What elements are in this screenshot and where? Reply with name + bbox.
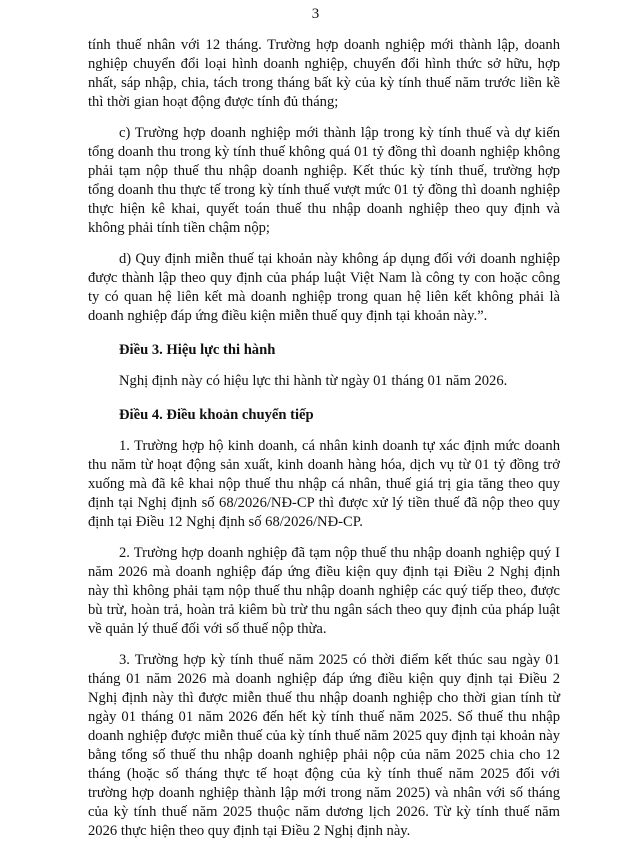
paragraph-clause-c: c) Trường hợp doanh nghiệp mới thành lập trong kỳ tính thuế và dự kiến tổng doanh thu trong kỳ tính thuế không quá 01 tỷ đồng thì doanh nghiệp không phải tạm nộp thuế thu nhập doanh nghiệp. Kết thúc kỳ tính thuế, trường hợp tổng doanh thu thực tế trong kỳ tính thuế vượt mức 01 tỷ đồng thì doanh nghiệp thực hiện kê khai, quyết toán thuế thu nhập doanh nghiệp theo quy định và không phải tính tiền chậm nộp; bbox=[88, 125, 560, 236]
page-number: 3 bbox=[311, 6, 320, 22]
article-3-body: Nghị định này có hiệu lực thi hành từ ngày 01 tháng 01 năm 2026. bbox=[119, 373, 508, 389]
article-4-clause-1: 1. Trường hợp hộ kinh doanh, cá nhân kinh doanh tự xác định mức doanh thu năm từ hoạt động sản xuất, kinh doanh hàng hóa, dịch vụ từ 01 tỷ đồng trở xuống mà đã kê khai nộp thuế thu nhập cá nhân, thuế giá trị gia tăng theo quy định tại Nghị định số 68/2026/NĐ-CP thì được xử lý tiền thuế đã nộp theo quy định tại Điều 12 Nghị định số 68/2026/NĐ-CP. bbox=[88, 438, 560, 530]
article-3-heading: Điều 3. Hiệu lực thi hành bbox=[119, 342, 276, 358]
paragraph-clause-d: d) Quy định miễn thuế tại khoản này không áp dụng đối với doanh nghiệp được thành lập theo quy định của pháp luật Việt Nam là công ty con hoặc công ty có quan hệ liên kết mà doanh nghiệp trong quan hệ liên kết không phải là doanh nghiệp đáp ứng điều kiện miễn thuế quy định tại khoản này.”. bbox=[88, 251, 560, 324]
article-4-clause-2: 2. Trường hợp doanh nghiệp đã tạm nộp thuế thu nhập doanh nghiệp quý I năm 2026 mà doanh nghiệp đáp ứng điều kiện quy định tại Điều 2 Nghị định này thì không phải tạm nộp thuế thu nhập doanh nghiệp các quý tiếp theo, được bù trừ, hoàn trả, hoàn trả kiêm bù trừ thu ngân sách theo quy định của pháp luật về quản lý thuế đối với số thuế nộp thừa. bbox=[88, 545, 560, 637]
paragraph-continuation: tính thuế nhân với 12 tháng. Trường hợp doanh nghiệp mới thành lập, doanh nghiệp chuyển đổi loại hình doanh nghiệp, chuyển đổi hình thức sở hữu, hợp nhất, sáp nhập, chia, tách trong tháng bất kỳ của kỳ tính thuế năm trước liền kề thì thời gian hoạt động được tính đủ tháng; bbox=[88, 37, 560, 110]
article-4-heading: Điều 4. Điều khoản chuyển tiếp bbox=[119, 407, 314, 423]
article-4-clause-3: 3. Trường hợp kỳ tính thuế năm 2025 có thời điểm kết thúc sau ngày 01 tháng 01 năm 2026 mà doanh nghiệp đáp ứng điều kiện quy định tại Điều 2 Nghị định này thì được miễn thuế thu nhập doanh nghiệp cho thời gian tính từ ngày 01 tháng 01 năm 2026 đến hết kỳ tính thuế năm 2025. Số thuế thu nhập doanh nghiệp được miễn thuế của kỳ tính thuế năm 2025 quy định tại khoản này bằng tổng số thuế thu nhập doanh nghiệp phải nộp của năm 2025 chia cho 12 tháng (hoặc số tháng thực tế hoạt động của kỳ tính thuế năm 2025 đối với trường hợp doanh nghiệp thành lập mới trong năm 2025) và nhân với số tháng của kỳ tính thuế năm 2025 thuộc năm dương lịch 2026. Từ kỳ tính thuế năm 2026 thực hiện theo quy định tại Điều 2 Nghị định này. bbox=[88, 652, 560, 839]
document-body bbox=[88, 36, 560, 841]
